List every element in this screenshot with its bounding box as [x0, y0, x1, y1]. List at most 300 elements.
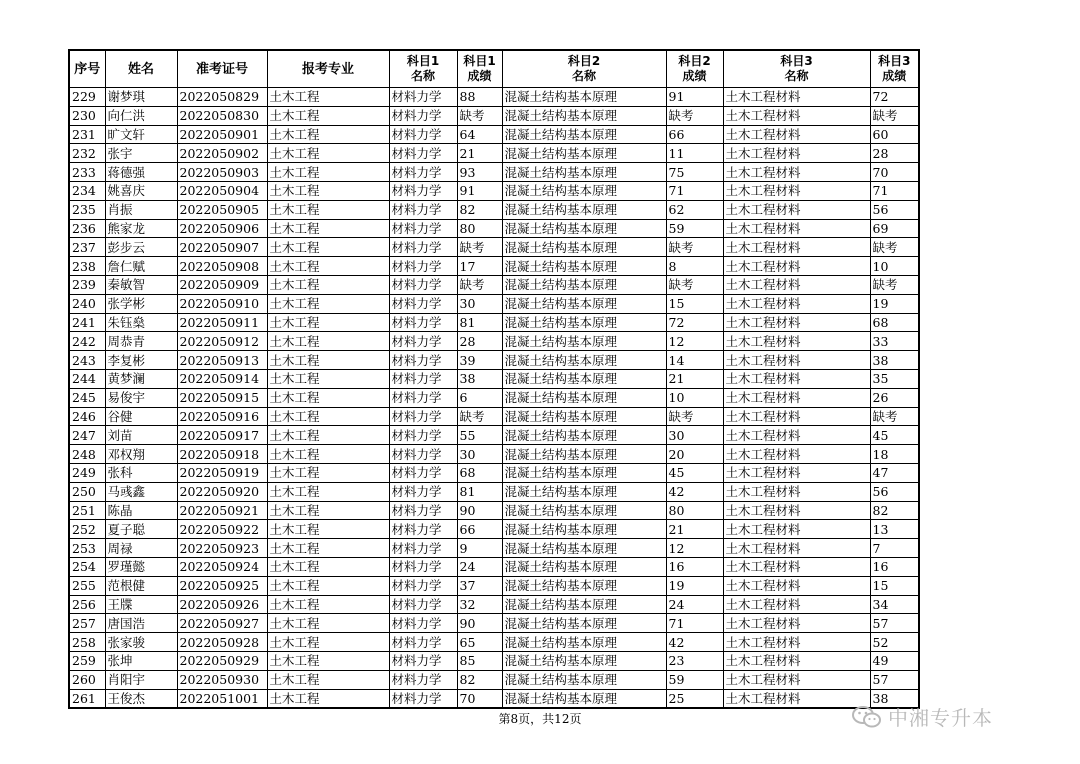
exam-id-cell: 2022050924: [177, 557, 267, 576]
subject3-name-cell: 土木工程材料: [723, 614, 870, 633]
subject2-name-cell: 混凝土结构基本原理: [502, 445, 666, 464]
subject2-score-cell: 72: [666, 313, 723, 332]
subject2-score-cell: 75: [666, 163, 723, 182]
subject1-name-cell: 材料力学: [389, 369, 457, 388]
table-row: [69, 219, 919, 238]
exam-id-cell: 2022050928: [177, 633, 267, 652]
subject3-name-cell: 土木工程材料: [723, 557, 870, 576]
row-number-cell: 238: [69, 257, 105, 276]
row-number-cell: 253: [69, 539, 105, 558]
subject3-score-cell: 49: [870, 651, 919, 670]
subject2-name-cell: 混凝土结构基本原理: [502, 539, 666, 558]
table-row: [69, 238, 919, 257]
table-row: [69, 200, 919, 219]
subject1-name-cell: 材料力学: [389, 332, 457, 351]
subject3-name-cell: 土木工程材料: [723, 426, 870, 445]
row-number-cell: 230: [69, 106, 105, 125]
subject2-score-cell: 缺考: [666, 106, 723, 125]
subject1-score-cell: 65: [457, 633, 502, 652]
subject2-score-cell: 45: [666, 463, 723, 482]
subject3-name-cell: 土木工程材料: [723, 388, 870, 407]
row-number-cell: 232: [69, 144, 105, 163]
subject2-score-cell: 66: [666, 125, 723, 144]
row-number-cell: 258: [69, 633, 105, 652]
student-name-cell: 张科: [105, 463, 177, 482]
table-row: [69, 294, 919, 313]
subject3-score-cell: 71: [870, 181, 919, 200]
row-number-cell: 243: [69, 351, 105, 370]
subject3-name-cell: 土木工程材料: [723, 219, 870, 238]
subject3-name-cell: 土木工程材料: [723, 445, 870, 464]
subject3-name-cell: 土木工程材料: [723, 595, 870, 614]
subject2-name-cell: 混凝土结构基本原理: [502, 463, 666, 482]
exam-id-cell: 2022050917: [177, 426, 267, 445]
row-number-cell: 233: [69, 163, 105, 182]
major-cell: 土木工程: [267, 106, 389, 125]
subject3-name-cell: 土木工程材料: [723, 257, 870, 276]
exam-id-cell: 2022050921: [177, 501, 267, 520]
table-row: [69, 689, 919, 708]
subject1-name-cell: 材料力学: [389, 539, 457, 558]
subject1-score-cell: 28: [457, 332, 502, 351]
subject2-score-cell: 8: [666, 257, 723, 276]
major-cell: 土木工程: [267, 520, 389, 539]
subject2-name-cell: 混凝土结构基本原理: [502, 595, 666, 614]
major-cell: 土木工程: [267, 445, 389, 464]
subject2-score-cell: 缺考: [666, 407, 723, 426]
subject2-name-cell: 混凝土结构基本原理: [502, 501, 666, 520]
column-header: 准考证号: [177, 50, 267, 88]
major-cell: 土木工程: [267, 351, 389, 370]
exam-id-cell: 2022050911: [177, 313, 267, 332]
major-cell: 土木工程: [267, 576, 389, 595]
table-row: [69, 539, 919, 558]
table-row: [69, 614, 919, 633]
subject3-score-cell: 70: [870, 163, 919, 182]
major-cell: 土木工程: [267, 614, 389, 633]
table-row: [69, 445, 919, 464]
subject1-name-cell: 材料力学: [389, 200, 457, 219]
row-number-cell: 241: [69, 313, 105, 332]
exam-id-cell: 2022050906: [177, 219, 267, 238]
column-header: [666, 50, 723, 88]
subject2-name-cell: 混凝土结构基本原理: [502, 388, 666, 407]
row-number-cell: 229: [69, 88, 105, 107]
subject3-score-cell: 33: [870, 332, 919, 351]
exam-id-cell: 2022050910: [177, 294, 267, 313]
student-name-cell: 张学彬: [105, 294, 177, 313]
column-header-line: 成绩: [682, 69, 707, 83]
subject2-name-cell: 混凝土结构基本原理: [502, 369, 666, 388]
subject2-score-cell: 19: [666, 576, 723, 595]
row-number-cell: 252: [69, 520, 105, 539]
subject1-name-cell: 材料力学: [389, 106, 457, 125]
exam-id-cell: 2022050902: [177, 144, 267, 163]
subject2-score-cell: 缺考: [666, 275, 723, 294]
table-row: [69, 351, 919, 370]
subject3-name-cell: 土木工程材料: [723, 463, 870, 482]
subject1-score-cell: 82: [457, 670, 502, 689]
column-header-line: 姓名: [127, 61, 154, 77]
student-name-cell: 夏子聪: [105, 520, 177, 539]
subject3-score-cell: 缺考: [870, 238, 919, 257]
subject3-score-cell: 缺考: [870, 106, 919, 125]
subject1-name-cell: 材料力学: [389, 351, 457, 370]
subject2-name-cell: 混凝土结构基本原理: [502, 163, 666, 182]
student-name-cell: 刘苗: [105, 426, 177, 445]
exam-id-cell: 2022050830: [177, 106, 267, 125]
column-header-line: 成绩: [882, 69, 907, 83]
subject1-name-cell: 材料力学: [389, 88, 457, 107]
row-number-cell: 237: [69, 238, 105, 257]
subject1-name-cell: 材料力学: [389, 595, 457, 614]
subject3-score-cell: 19: [870, 294, 919, 313]
row-number-cell: 250: [69, 482, 105, 501]
subject2-score-cell: 71: [666, 181, 723, 200]
subject3-score-cell: 34: [870, 595, 919, 614]
student-name-cell: 唐国浩: [105, 614, 177, 633]
student-name-cell: 周恭青: [105, 332, 177, 351]
subject3-score-cell: 38: [870, 351, 919, 370]
subject3-score-cell: 56: [870, 482, 919, 501]
subject2-score-cell: 59: [666, 670, 723, 689]
major-cell: 土木工程: [267, 557, 389, 576]
table-row: [69, 332, 919, 351]
subject3-name-cell: 土木工程材料: [723, 200, 870, 219]
subject2-name-cell: 混凝土结构基本原理: [502, 125, 666, 144]
table-row: [69, 388, 919, 407]
subject1-name-cell: 材料力学: [389, 463, 457, 482]
subject1-score-cell: 66: [457, 520, 502, 539]
subject3-score-cell: 60: [870, 125, 919, 144]
student-name-cell: 谢梦琪: [105, 88, 177, 107]
subject1-score-cell: 17: [457, 257, 502, 276]
column-header: [105, 50, 177, 88]
subject3-score-cell: 35: [870, 369, 919, 388]
student-name-cell: 李复彬: [105, 351, 177, 370]
student-name-cell: 詹仁赋: [105, 257, 177, 276]
subject1-score-cell: 82: [457, 200, 502, 219]
table-row: [69, 670, 919, 689]
row-number-cell: 251: [69, 501, 105, 520]
subject1-name-cell: 材料力学: [389, 388, 457, 407]
subject2-name-cell: 混凝土结构基本原理: [502, 576, 666, 595]
subject3-score-cell: 72: [870, 88, 919, 107]
row-number-cell: 255: [69, 576, 105, 595]
subject1-name-cell: 材料力学: [389, 576, 457, 595]
row-number-cell: 246: [69, 407, 105, 426]
table-row: [69, 520, 919, 539]
subject1-score-cell: 80: [457, 219, 502, 238]
subject2-name-cell: 混凝土结构基本原理: [502, 313, 666, 332]
major-cell: 土木工程: [267, 200, 389, 219]
subject3-score-cell: 缺考: [870, 407, 919, 426]
subject1-score-cell: 85: [457, 651, 502, 670]
row-number-cell: 259: [69, 651, 105, 670]
subject2-score-cell: 42: [666, 633, 723, 652]
subject2-name-cell: 混凝土结构基本原理: [502, 238, 666, 257]
row-number-cell: 244: [69, 369, 105, 388]
subject2-name-cell: 混凝土结构基本原理: [502, 426, 666, 445]
subject1-score-cell: 55: [457, 426, 502, 445]
subject1-score-cell: 缺考: [457, 407, 502, 426]
subject1-score-cell: 37: [457, 576, 502, 595]
student-name-cell: 蒋德强: [105, 163, 177, 182]
major-cell: 土木工程: [267, 125, 389, 144]
exam-id-cell: 2022050901: [177, 125, 267, 144]
row-number-cell: 240: [69, 294, 105, 313]
subject1-score-cell: 6: [457, 388, 502, 407]
table-row: [69, 407, 919, 426]
subject3-name-cell: 土木工程材料: [723, 313, 870, 332]
student-name-cell: 范根健: [105, 576, 177, 595]
subject1-score-cell: 缺考: [457, 275, 502, 294]
student-name-cell: 易俊宇: [105, 388, 177, 407]
student-name-cell: 熊家龙: [105, 219, 177, 238]
table-row: [69, 369, 919, 388]
exam-id-cell: 2022050915: [177, 388, 267, 407]
subject3-name-cell: 土木工程材料: [723, 369, 870, 388]
major-cell: 土木工程: [267, 332, 389, 351]
table-row: [69, 482, 919, 501]
major-cell: 土木工程: [267, 388, 389, 407]
subject3-score-cell: 45: [870, 426, 919, 445]
page-number: 第8页，共12页: [498, 712, 582, 726]
subject1-name-cell: 材料力学: [389, 144, 457, 163]
major-cell: 土木工程: [267, 539, 389, 558]
subject2-score-cell: 80: [666, 501, 723, 520]
subject2-score-cell: 42: [666, 482, 723, 501]
column-header: [502, 50, 666, 88]
major-cell: 土木工程: [267, 407, 389, 426]
subject3-name-cell: 土木工程材料: [723, 482, 870, 501]
subject2-score-cell: 16: [666, 557, 723, 576]
subject3-score-cell: 13: [870, 520, 919, 539]
major-cell: 土木工程: [267, 275, 389, 294]
subject1-name-cell: 材料力学: [389, 614, 457, 633]
row-number-cell: 236: [69, 219, 105, 238]
subject2-name-cell: 混凝土结构基本原理: [502, 670, 666, 689]
subject1-score-cell: 32: [457, 595, 502, 614]
subject3-name-cell: 土木工程材料: [723, 238, 870, 257]
subject3-score-cell: 16: [870, 557, 919, 576]
column-header-line: 名称: [571, 69, 596, 83]
subject1-score-cell: 30: [457, 294, 502, 313]
column-header-line: 科目2: [678, 54, 711, 68]
subject1-score-cell: 91: [457, 181, 502, 200]
exam-id-cell: 2022050916: [177, 407, 267, 426]
exam-id-cell: 2022050927: [177, 614, 267, 633]
student-name-cell: 彭步云: [105, 238, 177, 257]
subject1-score-cell: 70: [457, 689, 502, 708]
major-cell: 土木工程: [267, 294, 389, 313]
subject3-name-cell: 土木工程材料: [723, 181, 870, 200]
column-header-line: 科目3: [878, 54, 911, 68]
subject2-name-cell: 混凝土结构基本原理: [502, 275, 666, 294]
subject2-name-cell: 混凝土结构基本原理: [502, 407, 666, 426]
subject3-name-cell: 土木工程材料: [723, 332, 870, 351]
row-number-cell: 260: [69, 670, 105, 689]
subject3-name-cell: 土木工程材料: [723, 275, 870, 294]
subject3-name-cell: 土木工程材料: [723, 144, 870, 163]
subject1-score-cell: 39: [457, 351, 502, 370]
subject2-name-cell: 混凝土结构基本原理: [502, 651, 666, 670]
exam-id-cell: 2022051001: [177, 689, 267, 708]
subject1-score-cell: 24: [457, 557, 502, 576]
student-name-cell: 陈晶: [105, 501, 177, 520]
subject1-name-cell: 材料力学: [389, 257, 457, 276]
column-header: 序号: [69, 50, 105, 88]
subject2-score-cell: 23: [666, 651, 723, 670]
subject2-score-cell: 59: [666, 219, 723, 238]
exam-id-cell: 2022050908: [177, 257, 267, 276]
subject2-score-cell: 缺考: [666, 238, 723, 257]
subject1-name-cell: 材料力学: [389, 445, 457, 464]
row-number-cell: 254: [69, 557, 105, 576]
row-number-cell: 242: [69, 332, 105, 351]
subject2-name-cell: 混凝土结构基本原理: [502, 181, 666, 200]
row-number-cell: 245: [69, 388, 105, 407]
subject2-score-cell: 30: [666, 426, 723, 445]
subject1-name-cell: 材料力学: [389, 219, 457, 238]
watermark: [852, 702, 993, 731]
table-row: [69, 313, 919, 332]
subject1-name-cell: 材料力学: [389, 633, 457, 652]
subject3-score-cell: 52: [870, 633, 919, 652]
exam-id-cell: 2022050925: [177, 576, 267, 595]
table-row: [69, 88, 919, 107]
subject2-name-cell: 混凝土结构基本原理: [502, 294, 666, 313]
row-number-cell: 256: [69, 595, 105, 614]
subject2-name-cell: 混凝土结构基本原理: [502, 689, 666, 708]
major-cell: 土木工程: [267, 651, 389, 670]
subject1-score-cell: 30: [457, 445, 502, 464]
table-row: [69, 181, 919, 200]
subject3-name-cell: 土木工程材料: [723, 351, 870, 370]
subject1-name-cell: 材料力学: [389, 689, 457, 708]
subject3-score-cell: 缺考: [870, 275, 919, 294]
subject2-score-cell: 21: [666, 369, 723, 388]
subject1-score-cell: 81: [457, 313, 502, 332]
subject3-name-cell: 土木工程材料: [723, 407, 870, 426]
subject3-score-cell: 69: [870, 219, 919, 238]
subject2-name-cell: 混凝土结构基本原理: [502, 482, 666, 501]
exam-id-cell: 2022050923: [177, 539, 267, 558]
major-cell: 土木工程: [267, 313, 389, 332]
subject2-score-cell: 25: [666, 689, 723, 708]
column-header: [389, 50, 457, 88]
subject1-score-cell: 21: [457, 144, 502, 163]
student-name-cell: 姚喜庆: [105, 181, 177, 200]
student-name-cell: 张宇: [105, 144, 177, 163]
table-header-row: [69, 50, 919, 88]
subject1-score-cell: 9: [457, 539, 502, 558]
row-number-cell: 239: [69, 275, 105, 294]
major-cell: 土木工程: [267, 482, 389, 501]
major-cell: 土木工程: [267, 88, 389, 107]
subject3-name-cell: 土木工程材料: [723, 163, 870, 182]
subject2-score-cell: 12: [666, 539, 723, 558]
subject3-name-cell: 土木工程材料: [723, 633, 870, 652]
subject3-name-cell: 土木工程材料: [723, 106, 870, 125]
exam-id-cell: 2022050918: [177, 445, 267, 464]
table-row: [69, 576, 919, 595]
table-row: [69, 426, 919, 445]
column-header: 报考专业: [267, 50, 389, 88]
major-cell: 土木工程: [267, 163, 389, 182]
row-number-cell: 261: [69, 689, 105, 708]
subject3-name-cell: 土木工程材料: [723, 501, 870, 520]
subject2-name-cell: 混凝土结构基本原理: [502, 633, 666, 652]
table-row: [69, 125, 919, 144]
subject1-score-cell: 81: [457, 482, 502, 501]
subject1-name-cell: 材料力学: [389, 501, 457, 520]
subject3-name-cell: 土木工程材料: [723, 520, 870, 539]
subject2-name-cell: 混凝土结构基本原理: [502, 106, 666, 125]
exam-id-cell: 2022050929: [177, 651, 267, 670]
subject2-score-cell: 24: [666, 595, 723, 614]
table-row: [69, 501, 919, 520]
major-cell: 土木工程: [267, 689, 389, 708]
subject1-score-cell: 68: [457, 463, 502, 482]
subject3-name-cell: 土木工程材料: [723, 576, 870, 595]
student-name-cell: 王俊杰: [105, 689, 177, 708]
student-name-cell: 谷健: [105, 407, 177, 426]
subject1-name-cell: 材料力学: [389, 557, 457, 576]
student-name-cell: 邓权翔: [105, 445, 177, 464]
exam-id-cell: 2022050922: [177, 520, 267, 539]
subject2-score-cell: 21: [666, 520, 723, 539]
watermark-text: 中湘专升本: [888, 706, 993, 730]
wechat-icon: [852, 705, 882, 729]
subject3-name-cell: 土木工程材料: [723, 670, 870, 689]
subject2-score-cell: 62: [666, 200, 723, 219]
row-number-cell: 247: [69, 426, 105, 445]
student-name-cell: 向仁洪: [105, 106, 177, 125]
column-header: [870, 50, 919, 88]
subject1-name-cell: 材料力学: [389, 294, 457, 313]
subject3-score-cell: 38: [870, 689, 919, 708]
exam-id-cell: 2022050909: [177, 275, 267, 294]
student-name-cell: 张坤: [105, 651, 177, 670]
student-name-cell: 马彧鑫: [105, 482, 177, 501]
table-row: [69, 257, 919, 276]
exam-id-cell: 2022050926: [177, 595, 267, 614]
major-cell: 土木工程: [267, 463, 389, 482]
row-number-cell: 257: [69, 614, 105, 633]
subject3-score-cell: 15: [870, 576, 919, 595]
exam-id-cell: 2022050905: [177, 200, 267, 219]
student-name-cell: 黄梦澜: [105, 369, 177, 388]
subject1-name-cell: 材料力学: [389, 181, 457, 200]
column-header: [457, 50, 502, 88]
row-number-cell: 234: [69, 181, 105, 200]
column-header-line: 名称: [784, 69, 809, 83]
subject1-name-cell: 材料力学: [389, 125, 457, 144]
exam-id-cell: 2022050829: [177, 88, 267, 107]
subject2-score-cell: 10: [666, 388, 723, 407]
major-cell: 土木工程: [267, 633, 389, 652]
subject3-score-cell: 68: [870, 313, 919, 332]
subject2-score-cell: 14: [666, 351, 723, 370]
major-cell: 土木工程: [267, 595, 389, 614]
subject2-score-cell: 11: [666, 144, 723, 163]
row-number-cell: 249: [69, 463, 105, 482]
subject3-score-cell: 47: [870, 463, 919, 482]
column-header-line: 科目3: [780, 54, 813, 68]
exam-id-cell: 2022050907: [177, 238, 267, 257]
subject3-score-cell: 18: [870, 445, 919, 464]
